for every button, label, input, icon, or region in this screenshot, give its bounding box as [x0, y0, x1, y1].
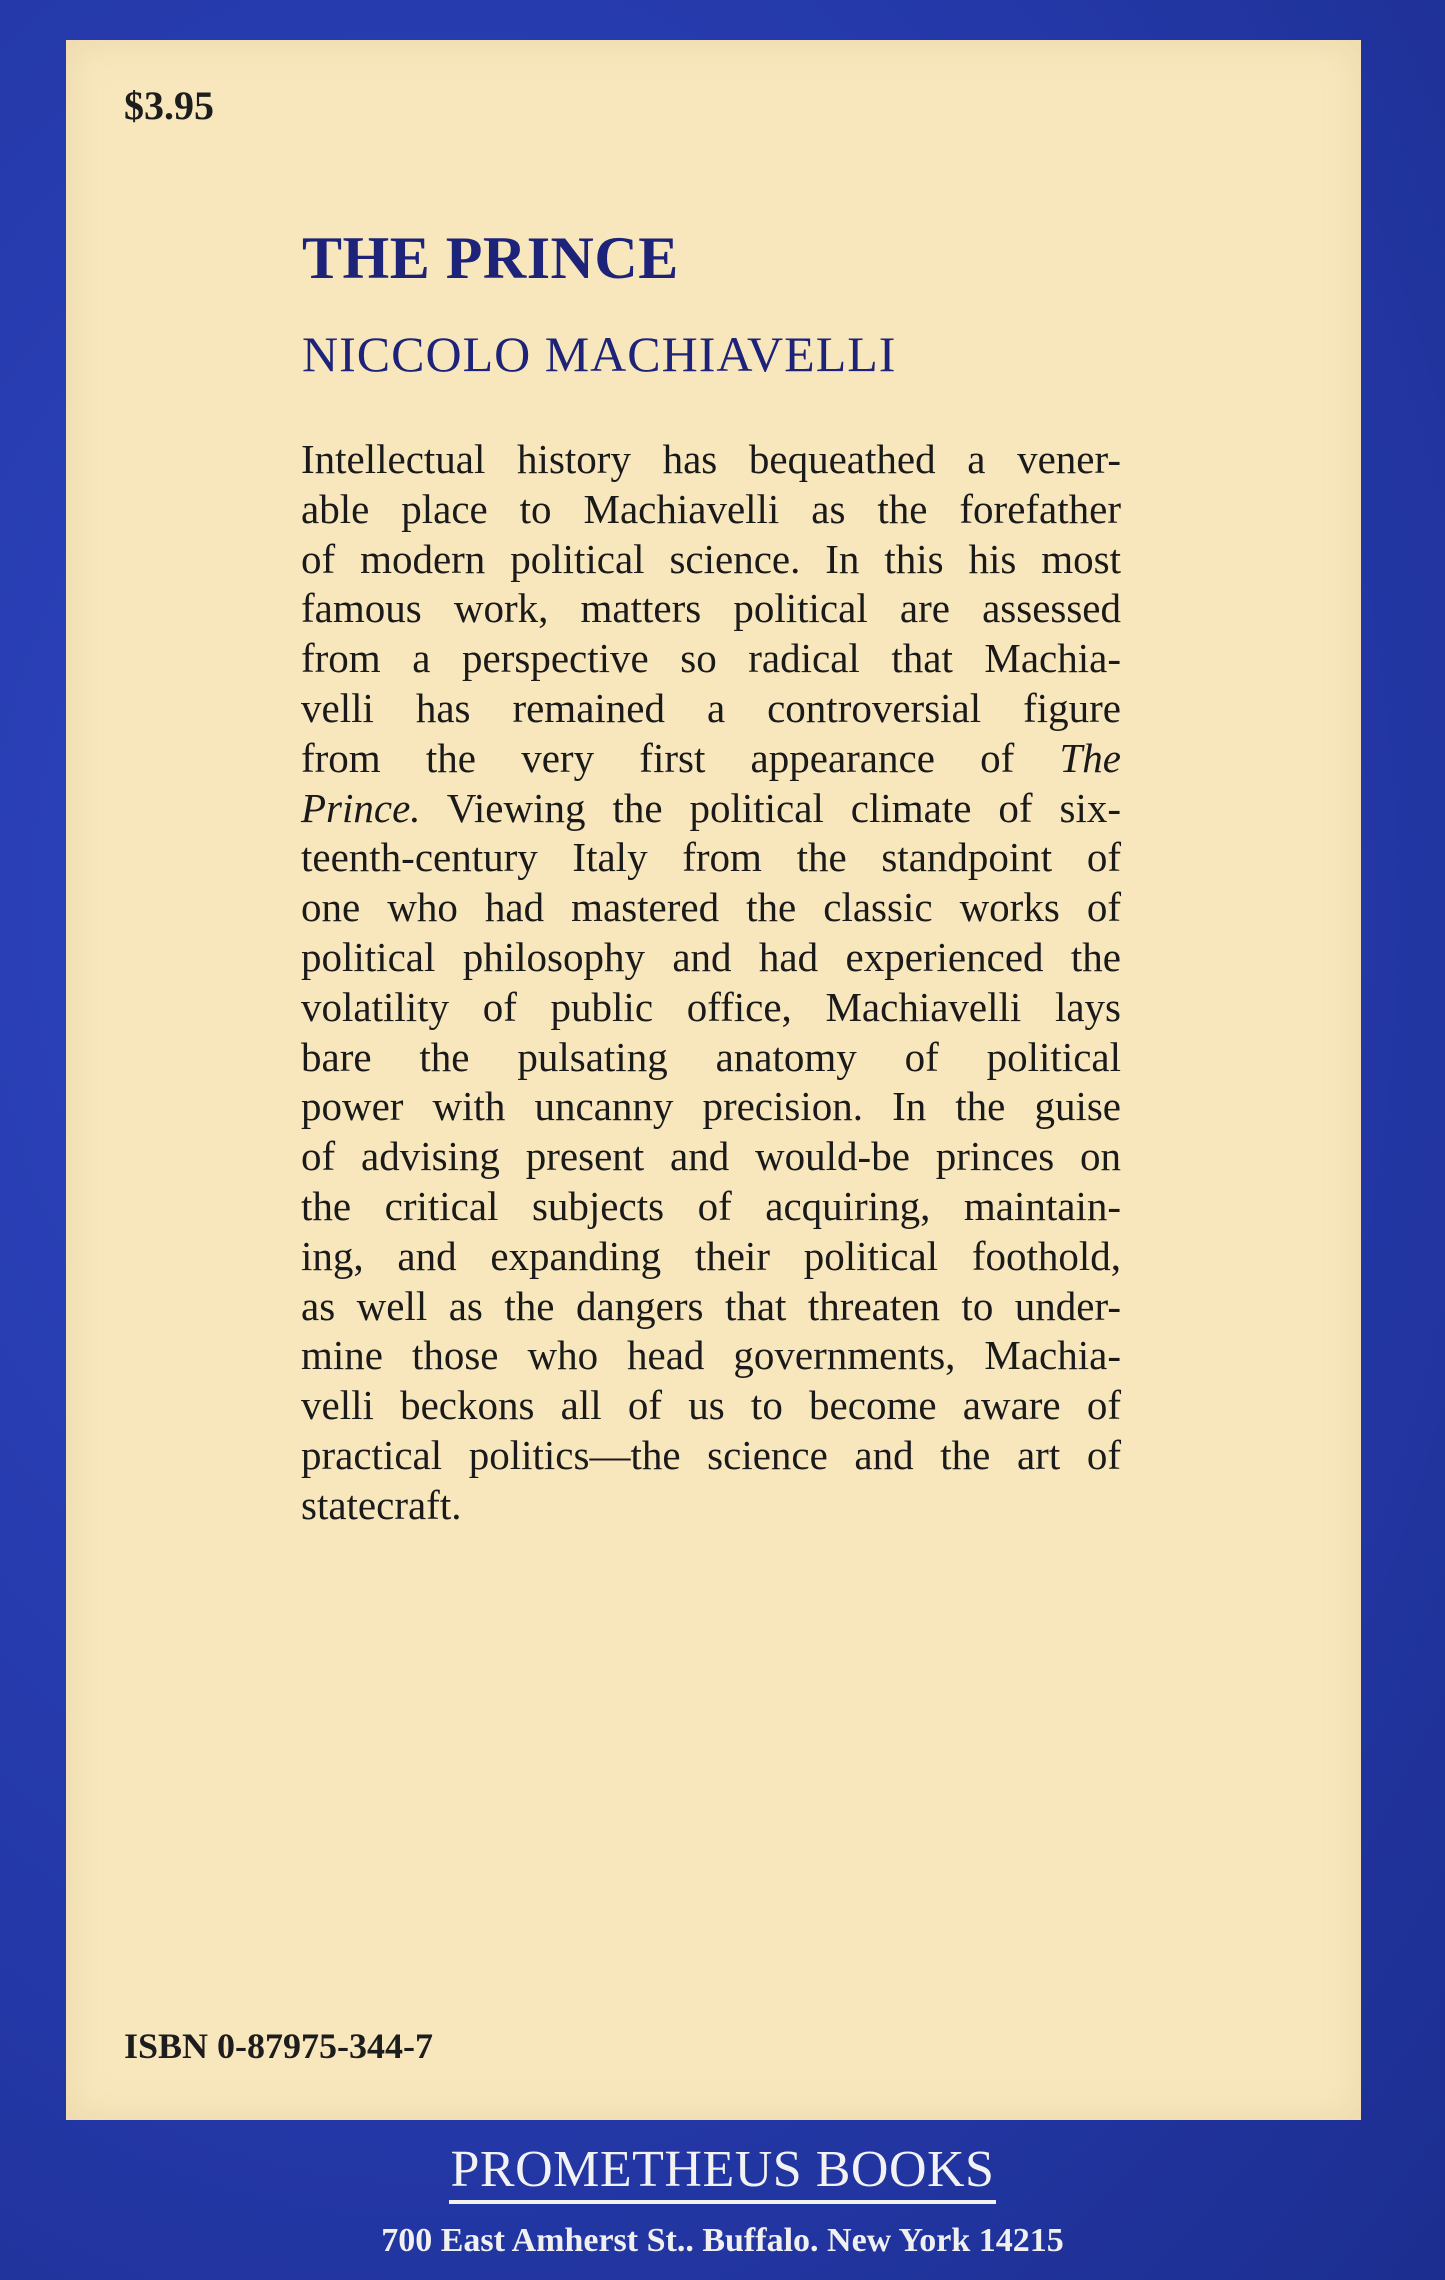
publisher-address: 700 East Amherst St.. Buffalo. New York 14215: [381, 2222, 1064, 2259]
blurb-line: Intellectual history has bequeathed a vener-: [301, 436, 1121, 482]
blurb-line: mine those who head governments, Machia-: [301, 1332, 1121, 1379]
publisher-name: PROMETHEUS BOOKS: [449, 2140, 997, 2204]
blurb-line: ing, and expanding their political foothold,: [301, 1232, 1121, 1279]
blurb-line: statecraft.: [301, 1481, 462, 1528]
blurb-line: [301, 734, 1121, 784]
blurb-line: the critical subjects of acquiring, maintain-: [301, 1182, 1121, 1229]
price-label: $3.95: [124, 83, 214, 128]
blurb-italic-title: Prince.: [301, 784, 421, 831]
blurb-text: Viewing the political climate of six-: [420, 784, 1121, 831]
blurb-line: teenth-century Italy from the standpoint of: [301, 834, 1121, 881]
book-author: NICCOLO MACHIAVELLI: [302, 326, 897, 382]
blurb-line: velli beckons all of us to become aware of: [301, 1382, 1121, 1429]
publisher-block: [0, 2140, 1445, 2204]
blurb-paragraph: [301, 435, 1121, 1531]
blurb-line: volatility of public office, Machiavelli lays: [301, 983, 1121, 1030]
blurb-line: from a perspective so radical that Machia-: [301, 635, 1121, 682]
cream-text-panel: [66, 40, 1361, 2120]
blurb-line: bare the pulsating anatomy of political: [301, 1033, 1121, 1080]
isbn-label: ISBN 0-87975-344-7: [124, 2026, 434, 2066]
blurb-line: as well as the dangers that threaten to under-: [301, 1282, 1121, 1329]
blurb-line: power with uncanny precision. In the guise: [301, 1083, 1121, 1130]
blurb-line: famous work, matters political are assessed: [301, 585, 1121, 632]
blurb-line: political philosophy and had experienced the: [301, 933, 1121, 980]
blurb-text: from the very first appearance of: [301, 734, 1015, 781]
blurb-line: [301, 784, 1121, 834]
blurb-line: velli has remained a controversial figure: [301, 684, 1121, 731]
blurb-line: able place to Machiavelli as the forefather: [301, 485, 1121, 532]
blurb-italic-title: The: [1059, 734, 1121, 781]
blurb-line: practical politics—the science and the art of: [301, 1431, 1121, 1478]
blurb-line: of advising present and would-be princes on: [301, 1133, 1121, 1180]
blurb-line: one who had mastered the classic works of: [301, 884, 1121, 931]
blurb-line: of modern political science. In this his most: [301, 535, 1121, 582]
book-title: THE PRINCE: [302, 225, 679, 291]
